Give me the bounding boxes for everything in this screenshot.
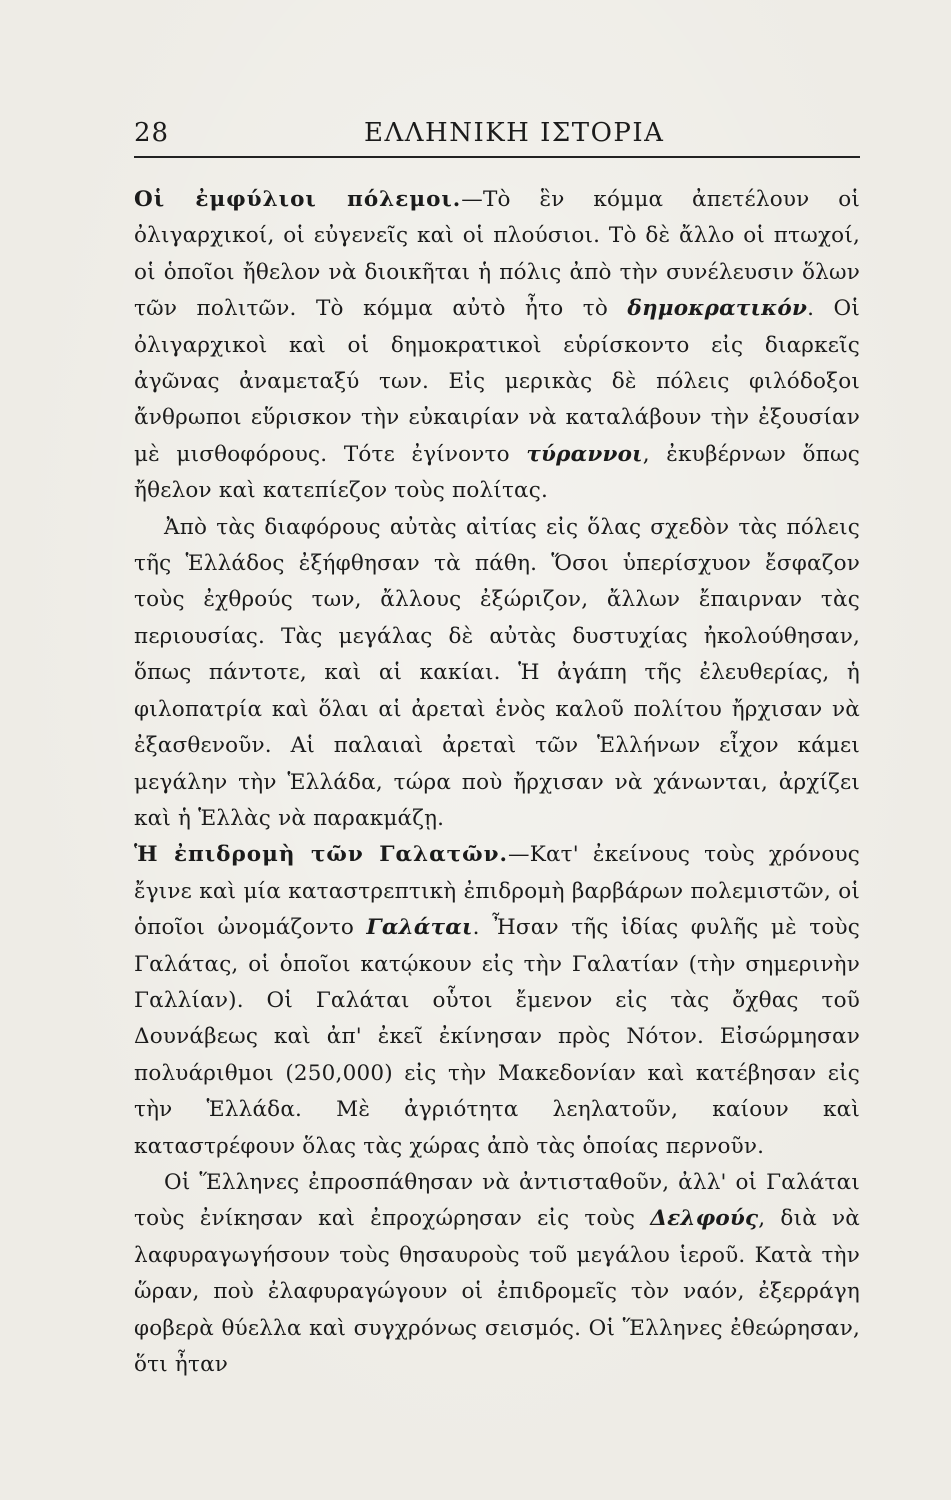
running-title: ΕΛΛΗΝΙΚΗ ΙΣΤΟΡΙΑ (364, 118, 665, 148)
paragraph-passions: Ἀπὸ τὰς διαφόρους αὐτὰς αἰτίας εἰς ὅλας σχεδὸν τὰς πόλεις τῆς Ἑλλάδος ἐξήφθησαν τὰ πάθη. Ὅσοι ὑπερίσχυον ἔσφαζον τοὺς ἐχθρούς των, ἄλλους ἐξώριζον, ἄλλων ἔπαιρναν τὰς περιουσίας. Τὰς μεγάλας δὲ αὐτὰς δυστυχίας ἠκολούθησαν, ὅπως πάντοτε, καὶ αἱ κακίαι. Ἡ ἀγάπη τῆς ἐλευθερίας, ἡ φιλοπατρία καὶ ὅλαι αἱ ἀρεταὶ ἑνὸς καλοῦ πολίτου ἤρχισαν νὰ ἐξασθενοῦν. Αἱ παλαιαὶ ἀρεταὶ τῶν Ἑλλήνων εἶχον κάμει μεγάλην τὴν Ἑλλάδα, τώρα ποὺ ἤρχισαν νὰ χάνωνται, ἀρχίζει καὶ ἡ Ἑλλὰς νὰ παρακμάζῃ. (134, 514, 860, 831)
section-rubric-civil-wars: Οἱ ἐμφύλιοι πόλεμοι. (134, 187, 462, 212)
emphasis-term: τύραννοι (526, 441, 643, 467)
emphasis-term: δημοκρατικόν (627, 296, 808, 322)
paragraph-galatians (134, 837, 860, 1165)
body-text (134, 182, 860, 1383)
page-header (134, 118, 860, 158)
paragraph-text: . Ἦσαν τῆς ἰδίας φυλῆς μὲ τοὺς Γαλάτας, οἱ ὁποῖοι κατῴκουν εἰς τὴν Γαλατίαν (τὴν σημερινὴν Γαλλίαν). Οἱ Γαλάται οὗτοι ἔμενον εἰς τὰς ὄχθας τοῦ Δουνάβεως καὶ ἀπ' ἐκεῖ ἐκίνησαν πρὸς Νότον. Εἰσώρμησαν πολυάριθμοι (250,000) εἰς τὴν Μακεδονίαν καὶ κατέβησαν εἰς τὴν Ἑλλάδα. Μὲ ἀγριότητα λεηλατοῦν, καίουν καὶ καταστρέφουν ὅλας τὰς χώρας ἀπὸ τὰς ὁποίας περνοῦν. (134, 915, 860, 1159)
paragraph-text: —Κατ' ἐκείνους τοὺς χρόνους ἔγινε καὶ μία καταστρεπτικὴ ἐπιδρομὴ βαρβάρων πολεμιστῶν, οἱ ὁποῖοι ὠνομάζοντο (134, 842, 860, 941)
paragraph-text: . Οἱ ὀλιγαρχικοὶ καὶ οἱ δημοκρατικοὶ εὑρίσκοντο εἰς διαρκεῖς ἀγῶνας ἀναμεταξύ των. Εἰς μερικὰς δὲ πόλεις φιλόδοξοι ἄνθρωποι εὕρισκον τὴν εὐκαιρίαν νὰ καταλάβουν τὴν ἐξουσίαν μὲ μισθοφόρους. Τότε ἐγίνοντο (134, 296, 860, 467)
header-rule (134, 156, 860, 158)
emphasis-term: Δελφούς (650, 1206, 759, 1232)
paragraph-civil-wars (134, 182, 860, 510)
paragraph-text: , ἐκυβέρνων ὅπως ἤθελον καὶ κατεπίεζον τοὺς πολίτας. (134, 441, 860, 504)
paragraph-text: —Τὸ ἓν κόμμα ἀπετέλουν οἱ ὀλιγαρχικοί, οἱ εὐγενεῖς καὶ οἱ πλούσιοι. Τὸ δὲ ἄλλο οἱ πτωχοί, οἱ ὁποῖοι ἤθελον νὰ διοικῆται ἡ πόλις ἀπὸ τὴν συνέλευσιν ὅλων τῶν πολιτῶν. Τὸ κόμμα αὐτὸ ἦτο τὸ (134, 187, 860, 322)
section-rubric-galatians: Ἡ ἐπιδρομὴ τῶν Γαλατῶν. (134, 842, 508, 868)
page-number: 28 (134, 118, 170, 148)
paragraph-text: , διὰ νὰ λαφυραγωγήσουν τοὺς θησαυροὺς τοῦ μεγάλου ἱεροῦ. Κατὰ τὴν ὥραν, ποὺ ἐλαφυραγώγουν οἱ ἐπιδρομεῖς τὸν ναόν, ἐξερράγη φοβερὰ θύελλα καὶ συγχρόνως σεισμός. Οἱ Ἕλληνες ἐθεώρησαν, ὅτι ἦταν (134, 1206, 860, 1377)
paragraph-delphi (134, 1165, 860, 1383)
paragraph-text: Οἱ Ἕλληνες ἐπροσπάθησαν νὰ ἀντισταθοῦν, ἀλλ' οἱ Γαλάται τοὺς ἐνίκησαν καὶ ἐπροχώρησαν εἰς τοὺς (134, 1169, 860, 1232)
emphasis-term: Γαλάται (366, 915, 473, 941)
